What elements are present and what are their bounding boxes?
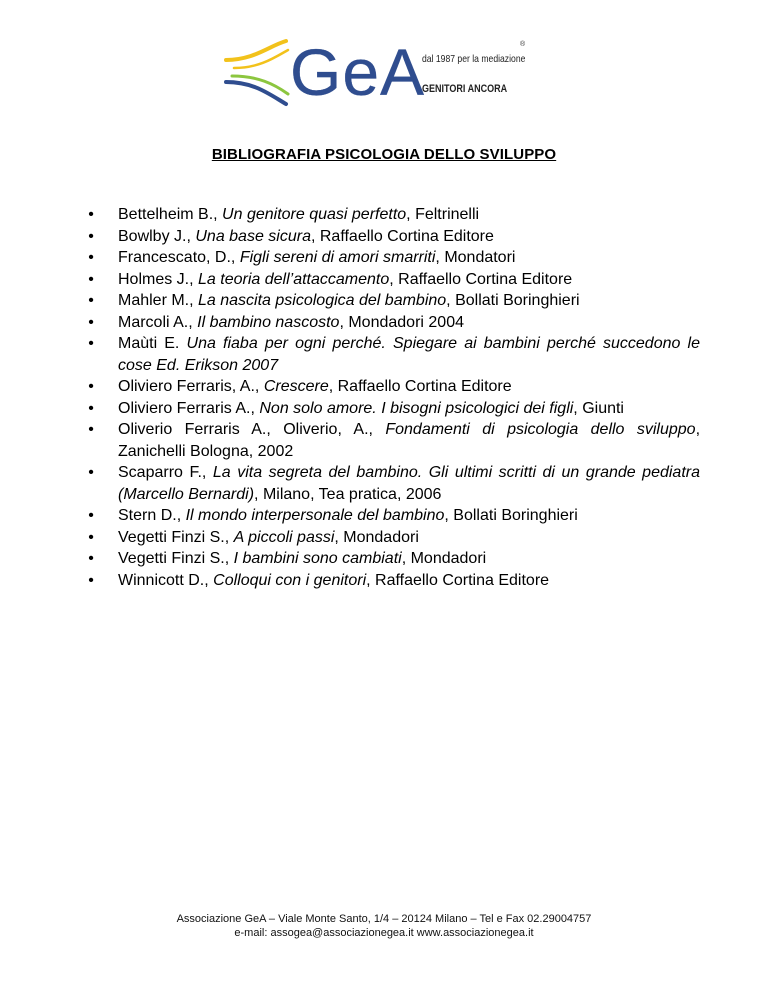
bibliography-publisher: , Raffaello Cortina Editore <box>310 227 494 245</box>
gea-logo <box>224 35 534 109</box>
bibliography-author: Bettelheim B., <box>118 206 223 223</box>
bibliography-author: Scaparro F., <box>118 464 213 481</box>
bibliography-author: Bowlby J., <box>118 227 196 245</box>
bibliography-title: La teoria dell’attaccamento <box>198 270 390 288</box>
bibliography-publisher: , Mondadori <box>334 528 419 546</box>
bibliography-title: I bambini sono cambiati <box>233 550 402 567</box>
bibliography-publisher: , Bollati Boringhieri <box>446 292 580 309</box>
bullet-icon <box>86 247 96 269</box>
bibliography-title: Il bambino nascosto <box>197 313 340 331</box>
bibliography-author: Vegetti Finzi S., <box>118 550 234 567</box>
registered-mark: ® <box>520 41 526 48</box>
bibliography-publisher: , Giunti <box>573 399 624 417</box>
bibliography-item <box>86 204 700 226</box>
bibliography-list <box>86 204 700 591</box>
page-footer <box>0 912 768 940</box>
bullet-icon <box>86 226 96 248</box>
bibliography-item <box>86 333 700 376</box>
bibliography-item <box>86 462 700 505</box>
bibliography-title: Fondamenti di psicologia dello sviluppo <box>385 421 696 438</box>
bibliography-author: Stern D., <box>118 507 186 524</box>
bibliography-publisher: , Bollati Boringhieri <box>444 507 578 524</box>
bibliography-publisher: , Milano, Tea pratica, 2006 <box>254 485 442 503</box>
bibliography-item <box>86 570 700 592</box>
bullet-icon <box>86 419 96 441</box>
bibliography-title: Non solo amore. I bisogni psicologici dei figli <box>259 399 574 417</box>
logo-wordmark: GeA <box>290 35 426 109</box>
bibliography-publisher: , Mondadori 2004 <box>339 313 464 331</box>
bibliography-publisher: , Mondadori <box>401 550 487 567</box>
bibliography-item <box>86 505 700 527</box>
bibliography-publisher: , Raffaello Cortina Editore <box>328 378 512 395</box>
bibliography-item <box>86 419 700 462</box>
bibliography-title: La vita segreta del bambino. Gli ultimi scritti di un grande pediatra (Marcello Bernardi) <box>118 464 701 503</box>
bibliography-item <box>86 269 700 291</box>
bullet-icon <box>86 204 96 226</box>
bibliography-author: Oliviero Ferraris A., <box>118 399 260 417</box>
footer-contacts: e-mail: assogea@associazionegea.it www.associazionegea.it <box>234 927 534 939</box>
bibliography-publisher: , Mondatori <box>435 249 516 266</box>
bibliography-item <box>86 247 700 269</box>
bullet-icon <box>86 269 96 291</box>
bibliography-item <box>86 527 700 549</box>
bullet-icon <box>86 333 96 355</box>
bibliography-item <box>86 290 700 312</box>
logo-subtitle: GENITORI ANCORA <box>422 83 508 95</box>
bibliography-item <box>86 376 700 398</box>
bibliography-publisher: , Zanichelli Bologna, 2002 <box>118 421 701 460</box>
bibliography-title: Colloqui con i genitori <box>213 571 367 589</box>
bibliography-author: Francescato, D., <box>118 249 240 266</box>
bibliography-title: Una fiaba per ogni perché. Spiegare ai bambini perché succedono le cose Ed. Erikson 2007 <box>118 335 700 374</box>
bibliography-item <box>86 312 700 334</box>
bullet-icon <box>86 462 96 484</box>
bibliography-title: Un genitore quasi perfetto <box>222 206 407 223</box>
bibliography-author: Winnicott D., <box>118 571 214 589</box>
bullet-icon <box>86 290 96 312</box>
bullet-icon <box>86 312 96 334</box>
bibliography-author: Oliverio Ferraris A., Oliverio, A., <box>118 421 386 438</box>
bibliography-author: Vegetti Finzi S., <box>118 528 234 546</box>
logo-tagline: dal 1987 per la mediazione <box>422 53 526 65</box>
bibliography-publisher: , Raffaello Cortina Editore <box>389 270 573 288</box>
bullet-icon <box>86 548 96 570</box>
page-title: BIBLIOGRAFIA PSICOLOGIA DELLO SVILUPPO <box>211 146 557 163</box>
footer-address: Associazione GeA – Viale Monte Santo, 1/4 – 20124 Milano – Tel e Fax 02.29004757 <box>176 913 592 925</box>
bibliography-title: Il mondo interpersonale del bambino <box>185 507 445 524</box>
bibliography-author: Maùti E. <box>118 335 187 352</box>
bibliography-author: Oliviero Ferraris, A., <box>118 378 264 395</box>
bullet-icon <box>86 398 96 420</box>
bibliography-publisher: , Raffaello Cortina Editore <box>366 571 550 589</box>
bibliography-item <box>86 548 700 570</box>
bibliography-title: La nascita psicologica del bambino <box>198 292 447 309</box>
bibliography-author: Holmes J., <box>118 270 199 288</box>
bibliography-author: Marcoli A., <box>118 313 198 331</box>
bullet-icon <box>86 570 96 592</box>
bullet-icon <box>86 376 96 398</box>
bibliography-title: A piccoli passi <box>233 528 335 546</box>
bibliography-title: Una base sicura <box>195 227 311 245</box>
bibliography-item <box>86 226 700 248</box>
bullet-icon <box>86 505 96 527</box>
bibliography-title: Crescere <box>263 378 329 395</box>
bibliography-item <box>86 398 700 420</box>
bibliography-title: Figli sereni di amori smarriti <box>239 249 436 266</box>
bullet-icon <box>86 527 96 549</box>
bibliography-publisher: , Feltrinelli <box>406 206 480 223</box>
bibliography-author: Mahler M., <box>118 292 199 309</box>
